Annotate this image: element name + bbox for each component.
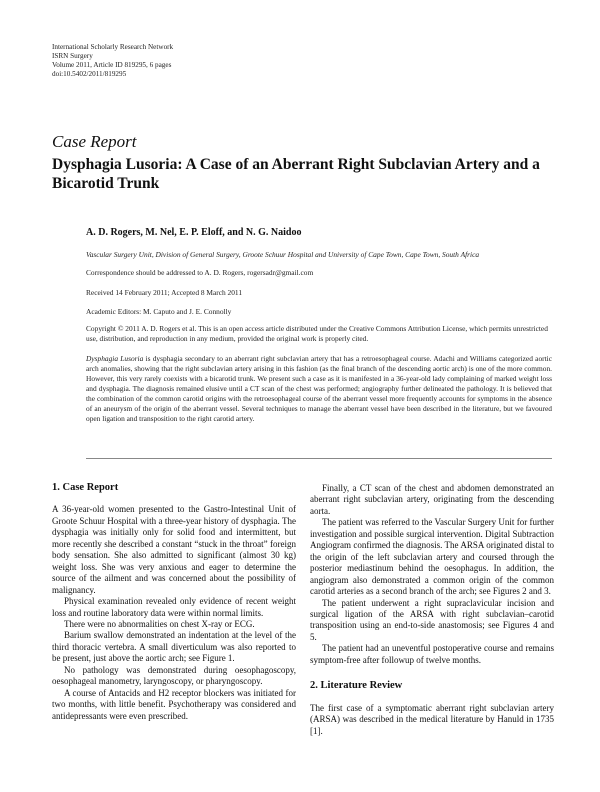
author-affiliation: Vascular Surgery Unit, Division of General Surgery, Groote Schuur Hospital and University of Cape Town, Cape Town, South Africa: [86, 250, 480, 259]
paragraph: Barium swallow demonstrated an indentation at the level of the third thoracic vertebra. A small diverticulum was also reported to be present, just above the aortic arch; see Figure 1.: [52, 630, 296, 664]
abstract: [86, 354, 552, 424]
section-heading-literature-review: 2. Literature Review: [310, 680, 403, 692]
journal-header: [52, 43, 173, 79]
copyright-notice: Copyright © 2011 A. D. Rogers et al. This is an open access article distributed under the Creative Commons Attribution License, which permits unrestricted use, distribution, and reproduction in any medium, provided the original work is properly cited.: [86, 324, 548, 343]
received-dates: Received 14 February 2011; Accepted 8 March 2011: [86, 288, 243, 297]
left-column: [52, 482, 296, 722]
paragraph: There were no abnormalities on chest X-ray or ECG.: [64, 618, 255, 629]
correspondence: Correspondence should be addressed to A. D. Rogers, rogersadr@gmail.com: [86, 268, 314, 277]
article-title: Dysphagia Lusoria: A Case of an Aberrant Right Subclavian Artery and a Bicarotid Trunk: [52, 156, 540, 192]
paragraph: The patient underwent a right supraclavicular incision and surgical ligation of the ARSA with right subclavian–carotid transposition using an end-to-side anastomosis; see Figures 4 and 5.: [310, 597, 554, 642]
abstract-divider: [86, 458, 552, 459]
paragraph: A 36-year-old women presented to the Gastro-Intestinal Unit of Groote Schuur Hospital with a three-year history of dysphagia. The dysphagia was initially only for solid food and intermittent, but more recently she described a constant “stuck in the throat” foreign body sensation. She also admitted to significant (almost 30 kg) weight loss. She was very anxious and eager to determine the source of the ailment and was concerned about the possibility of malignancy.: [52, 504, 296, 595]
journal-volume: Volume 2011, Article ID 819295, 6 pages: [52, 61, 172, 69]
paragraph: Finally, a CT scan of the chest and abdomen demonstrated an aberrant right subclavian artery, originating from the descending aorta.: [310, 483, 554, 516]
academic-editors: Academic Editors: M. Caputo and J. E. Connolly: [86, 307, 232, 316]
paragraph: No pathology was demonstrated during oesophagoscopy, oesophageal manometry, laryngoscopy, or pharyngoscopy.: [52, 664, 296, 687]
paragraph: The patient was referred to the Vascular Surgery Unit for further investigation and possible surgical intervention. Digital Subtraction Angiogram confirmed the diagnosis. The ARSA originated distal to the origin of the left subclavian artery and coursed through the posterior mediastinum behind the oesophagus. In addition, the angiogram also demonstrated a common origin of the common carotid arteries as a second branch of the arch; see Figures 2 and 3.: [310, 517, 554, 597]
section-heading-case-report: 1. Case Report: [52, 482, 119, 493]
article-authors: A. D. Rogers, M. Nel, E. P. Eloff, and N. G. Naidoo: [86, 227, 302, 238]
journal-network: International Scholarly Research Network: [52, 43, 174, 51]
abstract-text: is dysphagia secondary to an aberrant right subclavian artery that has a retroesophageal course. Adachi and Williams categorized aortic arch anomalies, showing that the right subclavian artery arising in this fashion (as the final branch of the descending aortic arch) is one of the more common. However, this very rarely coexists with a bicarotid trunk. We present such a case as it is manifested in a 36-year-old lady complaining of marked weight loss and dysphagia. The diagnosis remained elusive until a CT scan of the chest was performed; angiography further delineated the pathology. It is believed that the combination of the common carotid origins with the retroesophageal course of the aberrant vessel more frequently accounts for symptoms in the absence of an aneurysm of the origin of the aberrant vessel. Several techniques to manage the aberrant vessel have been described in the literature, but we favoured open ligation and transposition to the right carotid artery.: [86, 354, 552, 424]
paragraph: Physical examination revealed only evidence of recent weight loss and routine laboratory data were within normal limits.: [52, 596, 296, 618]
paragraph: A course of Antacids and H2 receptor blockers was initiated for two months, with little benefit. Psychotherapy was considered and antidepressants were even prescribed.: [52, 687, 296, 721]
right-column: [310, 483, 554, 737]
paragraph: The first case of a symptomatic aberrant right subclavian artery (ARSA) was described in the medical literature by Hanuld in 1735 [1].: [310, 702, 554, 736]
article-type: Case Report: [52, 132, 137, 151]
journal-name: ISRN Surgery: [52, 52, 93, 60]
journal-doi: doi:10.5402/2011/819295: [52, 70, 127, 78]
paragraph: The patient had an uneventful postoperative course and remains symptom-free after followup of twelve months.: [310, 643, 554, 665]
abstract-lead: Dysphagia Lusoria: [86, 354, 144, 363]
